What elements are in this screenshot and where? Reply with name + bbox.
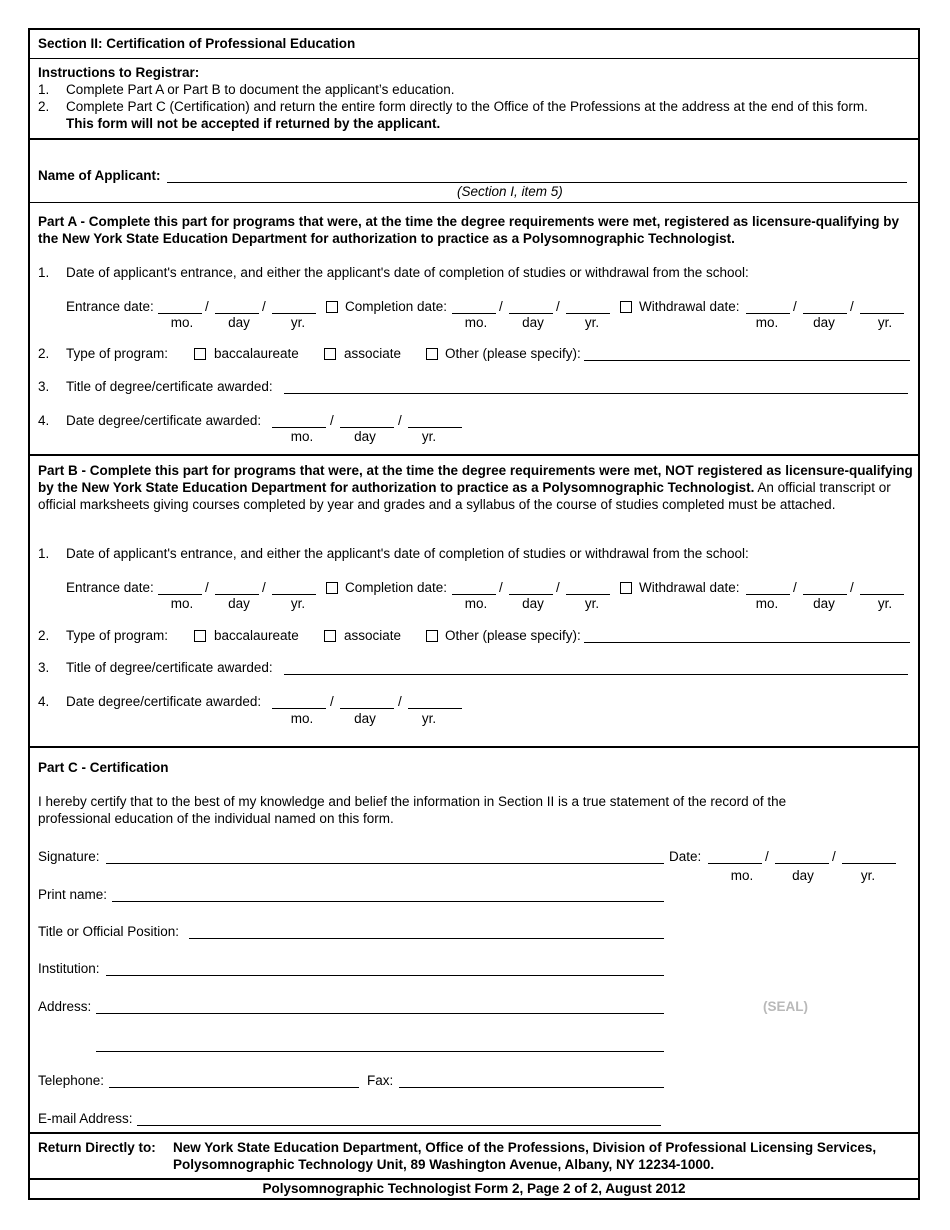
month-caption: mo. [290, 711, 314, 726]
address-field[interactable] [96, 1013, 664, 1014]
cert-year-field[interactable] [842, 863, 896, 864]
question-number: 2. [38, 628, 50, 643]
applicant-name-note: (Section I, item 5) [457, 184, 563, 199]
baccalaureate-checkbox[interactable] [194, 630, 206, 642]
instruction-number: 1. [38, 82, 50, 97]
completion-date-label: Completion date: [345, 299, 448, 314]
withdrawal-date-label: Withdrawal date: [639, 299, 740, 314]
degree-month-field[interactable] [272, 427, 326, 428]
date-separator: / [850, 580, 854, 595]
cert-day-field[interactable] [775, 863, 829, 864]
entrance-month-field[interactable] [158, 594, 202, 595]
cert-month-field[interactable] [708, 863, 762, 864]
completion-day-field[interactable] [509, 594, 553, 595]
completion-year-field[interactable] [566, 594, 610, 595]
other-specify-field[interactable] [584, 360, 910, 361]
signature-field[interactable] [106, 863, 664, 864]
degree-month-field[interactable] [272, 708, 326, 709]
part-b-heading-note: An official transcript or official marksheets giving courses completed by year and grades and a syllabus of the course of studies completed must be attached. [38, 480, 891, 512]
date-separator: / [499, 299, 503, 314]
day-caption: day [354, 711, 376, 726]
fax-field[interactable] [399, 1087, 664, 1088]
other-specify-field[interactable] [584, 642, 910, 643]
date-separator: / [398, 413, 402, 428]
associate-label: associate [344, 628, 402, 643]
instruction-text: Complete Part A or Part B to document the applicant’s education. [66, 82, 455, 97]
divider [30, 138, 918, 140]
date-separator: / [832, 849, 836, 864]
year-caption: yr. [877, 596, 893, 611]
part-b-heading-bold: Part B - Complete this part for programs that were, at the time the degree requirements were met, NOT registered as licensure-qualifying by the New York State Education Department for authorization to practice as a Polysomnographic Technologist. [38, 463, 913, 495]
email-field[interactable] [137, 1125, 661, 1126]
applicant-name-label: Name of Applicant: [38, 168, 161, 183]
title-position-field[interactable] [189, 938, 664, 939]
applicant-name-field[interactable] [167, 182, 907, 183]
email-label: E-mail Address: [38, 1111, 133, 1126]
degree-day-field[interactable] [340, 427, 394, 428]
instruction-number: 2. [38, 99, 50, 114]
date-label: Date: [669, 849, 702, 864]
year-caption: yr. [877, 315, 893, 330]
entrance-month-field[interactable] [158, 313, 202, 314]
part-b-heading [38, 462, 914, 513]
entrance-year-field[interactable] [272, 594, 316, 595]
print-name-label: Print name: [38, 887, 108, 902]
date-separator: / [556, 580, 560, 595]
date-separator: / [205, 299, 209, 314]
date-separator: / [205, 580, 209, 595]
form-footer: Polysomnographic Technologist Form 2, Page 2 of 2, August 2012 [262, 1181, 686, 1196]
question-number: 1. [38, 265, 50, 280]
withdrawal-year-field[interactable] [860, 594, 904, 595]
seal-placeholder: (SEAL) [763, 999, 808, 1014]
year-caption: yr. [421, 429, 437, 444]
year-caption: yr. [584, 315, 600, 330]
divider [30, 454, 918, 456]
date-separator: / [262, 580, 266, 595]
return-label: Return Directly to: [38, 1140, 156, 1155]
baccalaureate-label: baccalaureate [214, 346, 299, 361]
associate-checkbox[interactable] [324, 348, 336, 360]
baccalaureate-label: baccalaureate [214, 628, 299, 643]
degree-title-field[interactable] [284, 674, 908, 675]
withdrawal-checkbox[interactable] [620, 582, 632, 594]
day-caption: day [813, 315, 835, 330]
date-separator: / [398, 694, 402, 709]
day-caption: day [813, 596, 835, 611]
month-caption: mo. [464, 315, 488, 330]
month-caption: mo. [730, 868, 754, 883]
date-separator: / [793, 580, 797, 595]
date-separator: / [330, 694, 334, 709]
telephone-label: Telephone: [38, 1073, 105, 1088]
date-separator: / [556, 299, 560, 314]
degree-year-field[interactable] [408, 427, 462, 428]
telephone-field[interactable] [109, 1087, 359, 1088]
day-caption: day [522, 596, 544, 611]
question-number: 3. [38, 379, 50, 394]
date-separator: / [330, 413, 334, 428]
entrance-day-field[interactable] [215, 594, 259, 595]
question-text: Date of applicant's entrance, and either the applicant's date of completion of studies or withdrawal from the school: [66, 265, 749, 280]
form-frame [28, 28, 920, 1200]
fax-label: Fax: [367, 1073, 394, 1088]
completion-checkbox[interactable] [326, 301, 338, 313]
day-caption: day [354, 429, 376, 444]
completion-month-field[interactable] [452, 313, 496, 314]
day-caption: day [228, 596, 250, 611]
month-caption: mo. [290, 429, 314, 444]
completion-date-label: Completion date: [345, 580, 448, 595]
degree-year-field[interactable] [408, 708, 462, 709]
month-caption: mo. [755, 596, 779, 611]
other-label: Other (please specify): [445, 628, 581, 643]
year-caption: yr. [421, 711, 437, 726]
question-text: Date of applicant's entrance, and either the applicant's date of completion of studies or withdrawal from the school: [66, 546, 749, 561]
instructions-title: Instructions to Registrar: [38, 65, 200, 80]
institution-label: Institution: [38, 961, 100, 976]
divider [30, 58, 918, 59]
question-number: 1. [38, 546, 50, 561]
divider [30, 746, 918, 748]
year-caption: yr. [860, 868, 876, 883]
day-caption: day [228, 315, 250, 330]
withdrawal-day-field[interactable] [803, 594, 847, 595]
date-separator: / [793, 299, 797, 314]
year-caption: yr. [584, 596, 600, 611]
withdrawal-month-field[interactable] [746, 594, 790, 595]
month-caption: mo. [755, 315, 779, 330]
withdrawal-day-field[interactable] [803, 313, 847, 314]
day-caption: day [792, 868, 814, 883]
completion-month-field[interactable] [452, 594, 496, 595]
print-name-field[interactable] [112, 901, 664, 902]
withdrawal-checkbox[interactable] [620, 301, 632, 313]
institution-field[interactable] [106, 975, 664, 976]
divider [30, 202, 918, 203]
month-caption: mo. [170, 596, 194, 611]
instruction-text: Complete Part C (Certification) and return the entire form directly to the Office of the Professions at the address at the end of this form. [66, 99, 868, 114]
certification-statement: I hereby certify that to the best of my knowledge and belief the information in Section II is a true statement of the record of the professional education of the individual named on this form. [38, 794, 787, 826]
completion-checkbox[interactable] [326, 582, 338, 594]
date-separator: / [850, 299, 854, 314]
degree-day-field[interactable] [340, 708, 394, 709]
part-c-heading: Part C - Certification [38, 760, 169, 775]
question-number: 2. [38, 346, 50, 361]
year-caption: yr. [290, 596, 306, 611]
day-caption: day [522, 315, 544, 330]
completion-year-field[interactable] [566, 313, 610, 314]
section-title: Section II: Certification of Professional Education [38, 36, 356, 51]
date-separator: / [262, 299, 266, 314]
degree-title-label: Title of degree/certificate awarded: [66, 379, 273, 394]
program-type-label: Type of program: [66, 346, 169, 361]
month-caption: mo. [464, 596, 488, 611]
date-separator: / [499, 580, 503, 595]
question-number: 4. [38, 694, 50, 709]
completion-day-field[interactable] [509, 313, 553, 314]
withdrawal-date-label: Withdrawal date: [639, 580, 740, 595]
withdrawal-month-field[interactable] [746, 313, 790, 314]
associate-label: associate [344, 346, 402, 361]
entrance-year-field[interactable] [272, 313, 316, 314]
entrance-date-label: Entrance date: [66, 580, 154, 595]
other-label: Other (please specify): [445, 346, 581, 361]
date-separator: / [765, 849, 769, 864]
address-label: Address: [38, 999, 92, 1014]
degree-title-field[interactable] [284, 393, 908, 394]
other-checkbox[interactable] [426, 348, 438, 360]
baccalaureate-checkbox[interactable] [194, 348, 206, 360]
degree-date-label: Date degree/certificate awarded: [66, 694, 262, 709]
address-field-line-2[interactable] [96, 1051, 664, 1052]
divider [30, 1178, 918, 1180]
return-address-line-2: Polysomnographic Technology Unit, 89 Washington Avenue, Albany, NY 12234-1000. [173, 1157, 715, 1172]
divider [30, 1132, 918, 1134]
degree-date-label: Date degree/certificate awarded: [66, 413, 262, 428]
entrance-date-label: Entrance date: [66, 299, 154, 314]
associate-checkbox[interactable] [324, 630, 336, 642]
question-number: 4. [38, 413, 50, 428]
instruction-warning: This form will not be accepted if returned by the applicant. [66, 116, 441, 131]
title-position-label: Title or Official Position: [38, 924, 180, 939]
question-number: 3. [38, 660, 50, 675]
program-type-label: Type of program: [66, 628, 169, 643]
signature-label: Signature: [38, 849, 100, 864]
return-address-line-1: New York State Education Department, Office of the Professions, Division of Professional Licensing Services, [173, 1140, 877, 1155]
withdrawal-year-field[interactable] [860, 313, 904, 314]
entrance-day-field[interactable] [215, 313, 259, 314]
degree-title-label: Title of degree/certificate awarded: [66, 660, 273, 675]
year-caption: yr. [290, 315, 306, 330]
month-caption: mo. [170, 315, 194, 330]
part-a-heading: Part A - Complete this part for programs that were, at the time the degree requirements were met, registered as licensure-qualifying by the New York State Education Department for authorization to practice as a Polysomnographic Technologist. [38, 214, 899, 246]
other-checkbox[interactable] [426, 630, 438, 642]
